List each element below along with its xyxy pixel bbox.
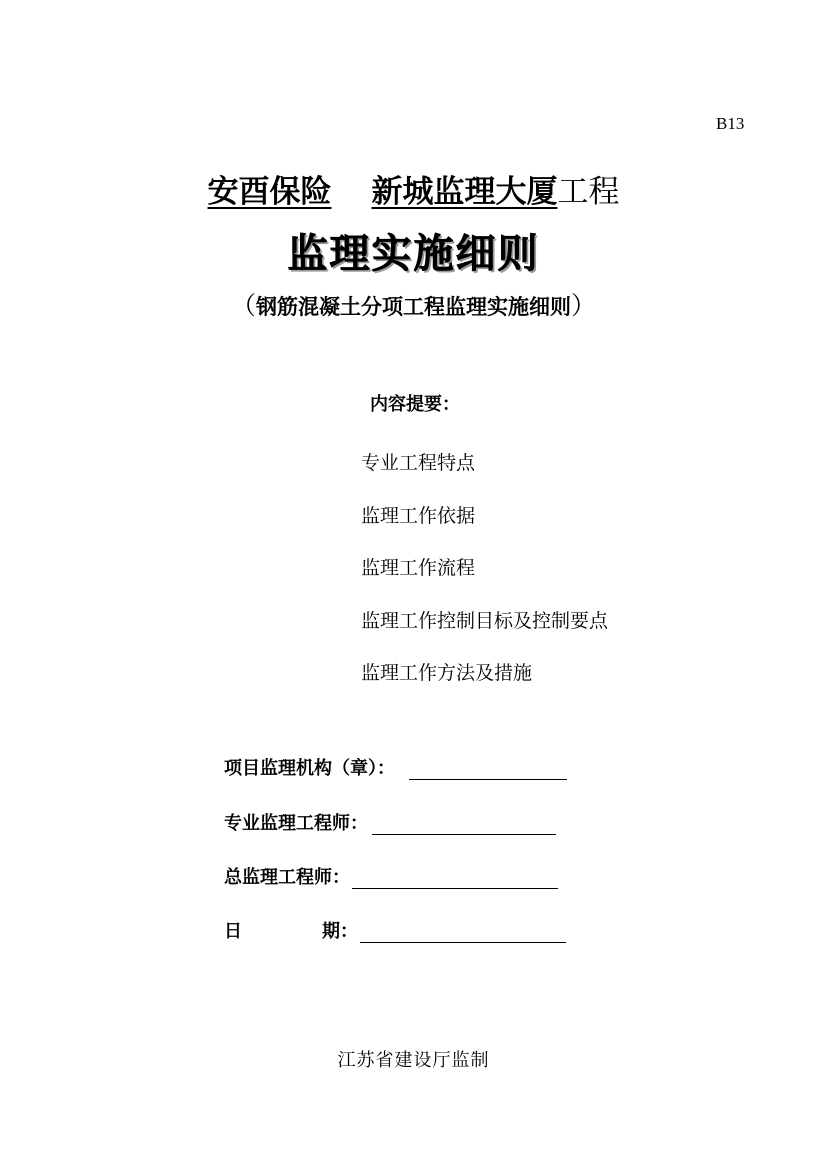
contents-list bbox=[361, 450, 608, 713]
contents-item: 监理工作方法及措施 bbox=[361, 662, 533, 684]
subtitle bbox=[0, 286, 827, 322]
specialty-engineer-field[interactable] bbox=[372, 814, 556, 835]
project-title bbox=[0, 166, 827, 211]
contents-item: 监理工作依据 bbox=[361, 504, 476, 527]
date-row bbox=[224, 917, 566, 943]
footer-issuer: 江苏省建设厅监制 bbox=[337, 1050, 490, 1071]
organization-label: 项目监理机构（章）： bbox=[224, 758, 395, 779]
main-title: 监理实施细则 bbox=[287, 231, 540, 277]
document-code: B13 bbox=[716, 114, 745, 133]
project-name-part1: 安酉保险 bbox=[207, 174, 332, 210]
date-field[interactable] bbox=[360, 922, 566, 943]
chief-engineer-label: 总监理工程师： bbox=[224, 867, 350, 888]
specialty-engineer-label: 专业监理工程师： bbox=[224, 813, 368, 834]
subtitle-text: 钢筋混凝土分项工程监理实施细则 bbox=[256, 295, 571, 319]
contents-item: 专业工程特点 bbox=[361, 452, 476, 474]
contents-item: 监理工作流程 bbox=[361, 557, 476, 579]
date-label-day: 日 bbox=[224, 921, 242, 942]
date-label bbox=[224, 917, 360, 943]
project-name-part2: 新城监理大厦 bbox=[371, 174, 558, 210]
project-name-underlined bbox=[208, 174, 558, 210]
organization-row bbox=[224, 754, 567, 780]
contents-item: 监理工作控制目标及控制要点 bbox=[361, 609, 609, 632]
organization-field[interactable] bbox=[409, 759, 567, 780]
chief-engineer-row bbox=[224, 863, 558, 889]
summary-heading: 内容提要： bbox=[370, 394, 460, 415]
specialty-engineer-row bbox=[224, 809, 556, 835]
subtitle-open-paren: （ bbox=[230, 291, 256, 320]
date-label-period: 期： bbox=[322, 921, 358, 942]
subtitle-close-paren: ） bbox=[571, 291, 597, 320]
chief-engineer-field[interactable] bbox=[352, 868, 558, 889]
project-suffix: 工程 bbox=[557, 174, 620, 210]
